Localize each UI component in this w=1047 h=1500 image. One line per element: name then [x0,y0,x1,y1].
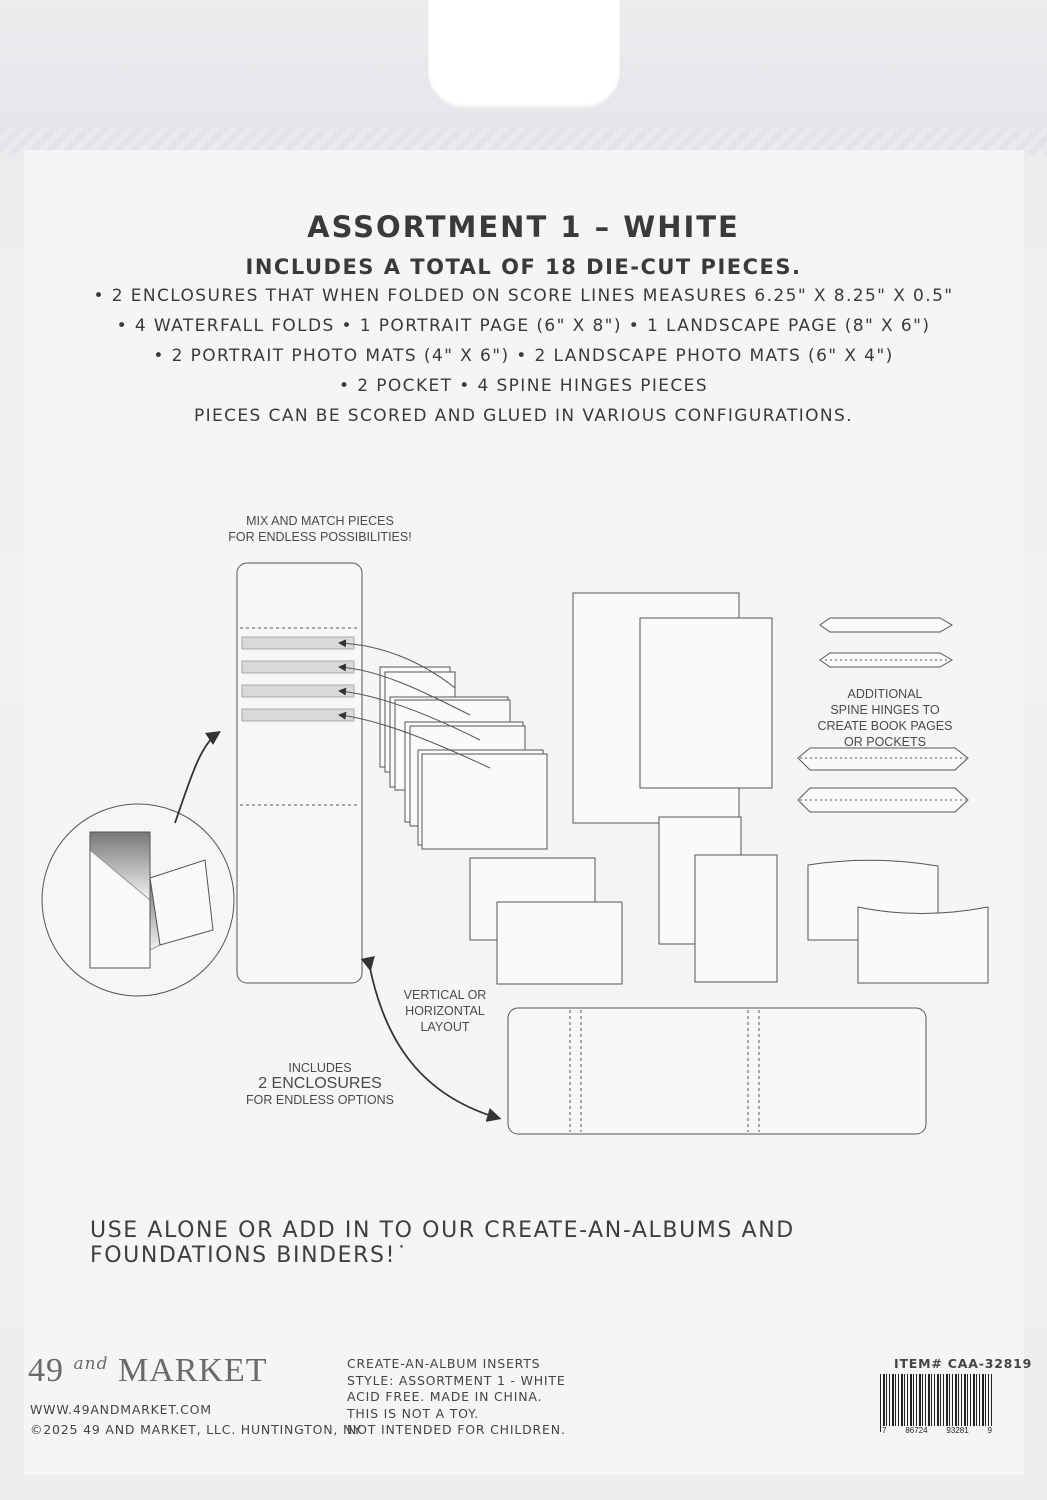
barcode-digit-3: 93281 [946,1426,969,1435]
additional-line-1: ADDITIONAL [847,687,923,701]
barcode [880,1374,992,1432]
additional-line-2: SPINE HINGES TO [830,703,940,717]
additional-hinges-note [810,686,960,750]
contents-line-3: • 2 PORTRAIT PHOTO MATS (4" X 6") • 2 LANDSCAPE PHOTO MATS (6" X 4") [153,346,894,366]
portrait-page-2 [640,618,772,788]
logo-and: and [73,1354,109,1374]
product-info [347,1356,566,1439]
landscape-mat-2 [497,902,622,984]
info-line-2: STYLE: ASSORTMENT 1 - WHITE [347,1372,566,1388]
info-line-5: NOT INTENDED FOR CHILDREN. [347,1422,566,1437]
copyright: ©2025 49 AND MARKET, LLC. HUNTINGTON, NY. [30,1422,364,1437]
barcode-digit-4: 9 [987,1426,992,1435]
brand-logo [28,1352,268,1390]
enclosure-vertical [237,563,362,983]
layout-line-3: LAYOUT [420,1020,470,1034]
layout-line-1: VERTICAL OR [403,988,487,1002]
includes-line-3: FOR ENDLESS OPTIONS [246,1093,394,1107]
enclosure-horizontal [508,1008,926,1134]
portrait-mat-2 [695,855,777,982]
waterfall-folds [380,667,547,849]
includes-line-2: 2 ENCLOSURES [258,1075,382,1092]
mix-line-2: FOR ENDLESS POSSIBILITIES! [228,530,412,544]
info-line-4: THIS IS NOT A TOY. [347,1405,479,1421]
website: WWW.49ANDMARKET.COM [30,1402,212,1417]
contents-line-2: • 4 WATERFALL FOLDS • 1 PORTRAIT PAGE (6" X 8") • 1 LANDSCAPE PAGE (8" X 6") [116,316,931,336]
contents-line-1: • 2 ENCLOSURES THAT WHEN FOLDED ON SCORE LINES MEASURES 6.25" X 8.25" X 0.5" [93,286,954,306]
product-title: ASSORTMENT 1 – WHITE [307,210,740,244]
pocket-2 [858,907,988,983]
additional-line-3: CREATE BOOK PAGES [817,719,953,733]
mix-and-match-note [190,513,450,545]
product-subtitle: INCLUDES A TOTAL OF 18 DIE-CUT PIECES. [245,255,802,279]
tagline: USE ALONE OR ADD IN TO OUR CREATE-AN-ALBUMS AND FOUNDATIONS BINDERS!˙ [90,1218,795,1268]
contents-line-5: PIECES CAN BE SCORED AND GLUED IN VARIOUS CONFIGURATIONS. [193,406,854,426]
includes-line-1: INCLUDES [288,1061,352,1075]
barcode-digit-2: 86724 [905,1426,928,1435]
mix-line-1: MIX AND MATCH PIECES [246,514,394,528]
logo-word: MARKET [117,1352,268,1389]
layout-note [380,987,510,1035]
contents-line-4: • 2 POCKET • 4 SPINE HINGES PIECES [338,376,709,396]
barcode-digit-1: 7 [882,1426,887,1435]
additional-line-4: OR POCKETS [844,735,926,749]
logo-number: 49 [28,1352,64,1389]
info-line-1: CREATE-AN-ALBUM INSERTS [347,1356,541,1371]
layout-line-2: HORIZONTAL [405,1004,485,1018]
item-number: ITEM# CAA-32819 [894,1356,1033,1371]
includes-note [220,1060,420,1108]
info-line-3: ACID FREE. MADE IN CHINA. [347,1389,543,1404]
barcode-digits [882,1426,992,1435]
